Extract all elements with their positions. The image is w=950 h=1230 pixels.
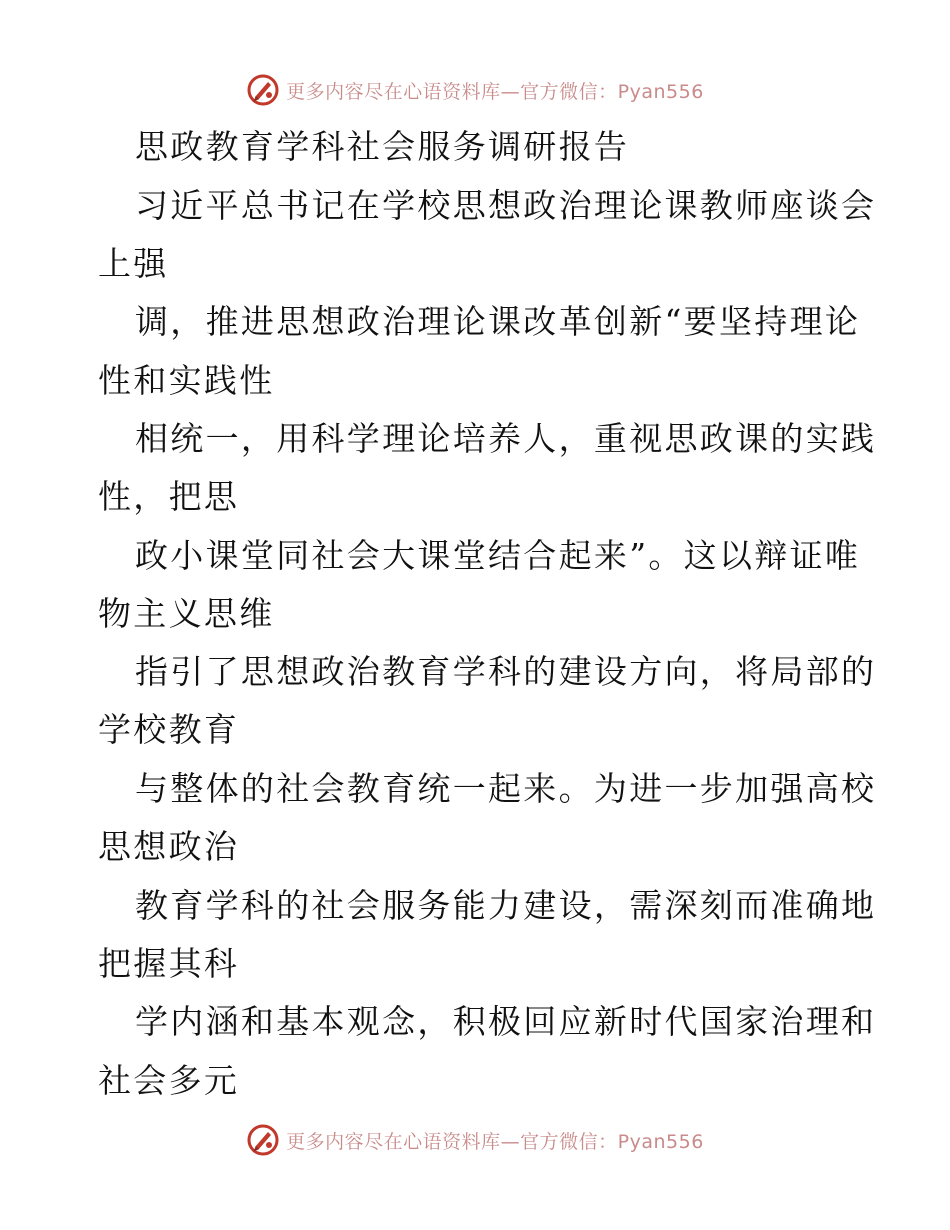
paragraph-line: 指引了思想政治教育学科的建设方向，将局部的 — [135, 652, 877, 691]
paragraph-line: 学内涵和基本观念，积极回应新时代国家治理和 — [135, 1002, 877, 1041]
paragraph-line: 学校教育 — [98, 710, 240, 749]
paragraph-line: 教育学科的社会服务能力建设，需深刻而准确地 — [135, 886, 877, 925]
paragraph-line: 把握其科 — [98, 944, 240, 983]
paragraph-line: 习近平总书记在学校思想政治理论课教师座谈会 — [135, 186, 877, 225]
paragraph-line: 相统一，用科学理论培养人，重视思政课的实践 — [135, 419, 877, 458]
document-title: 思政教育学科社会服务调研报告 — [135, 127, 630, 166]
paragraph-line: 性，把思 — [98, 477, 240, 516]
paragraph-line: 上强 — [98, 244, 169, 283]
paragraph-line: 与整体的社会教育统一起来。为进一步加强高校 — [135, 769, 877, 808]
banner-text: 更多内容尽在心语资料库—官方微信：Pyan556 — [286, 80, 704, 103]
paragraph-line: 思想政治 — [98, 827, 240, 866]
pen-seal-icon — [246, 1123, 280, 1157]
paragraph-line: 性和实践性 — [98, 361, 275, 400]
paragraph-line: 政小课堂同社会大课堂结合起来”。这以辩证唯 — [135, 536, 861, 575]
paragraph-line: 物主义思维 — [98, 594, 275, 633]
footer-banner — [0, 1120, 950, 1160]
banner-text: 更多内容尽在心语资料库—官方微信：Pyan556 — [286, 1130, 704, 1153]
paragraph-line: 社会多元 — [98, 1061, 240, 1100]
paragraph-line: 调，推进思想政治理论课改革创新“要坚持理论 — [135, 302, 861, 341]
